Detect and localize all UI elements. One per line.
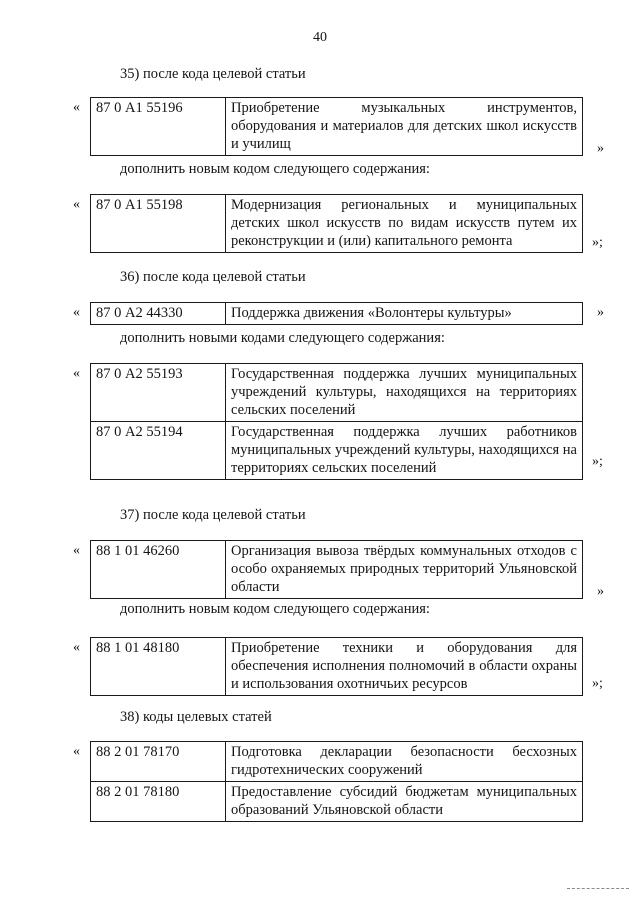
code-cell: 87 0 А2 44330 bbox=[91, 303, 226, 325]
item-35-tail: дополнить новым кодом следующего содержания: bbox=[120, 161, 430, 177]
code-table-35 bbox=[90, 97, 583, 156]
close-quote: »; bbox=[592, 676, 603, 691]
close-quote: » bbox=[597, 141, 604, 156]
code-cell: 87 0 А2 55193 bbox=[91, 364, 226, 422]
table-row bbox=[91, 638, 583, 696]
scan-edge-mark bbox=[567, 888, 629, 889]
open-quote: « bbox=[73, 744, 80, 759]
table-row bbox=[91, 195, 583, 253]
item-37-tail: дополнить новым кодом следующего содержания: bbox=[120, 601, 430, 617]
code-table-38 bbox=[90, 741, 583, 822]
code-cell: 88 1 01 48180 bbox=[91, 638, 226, 696]
name-cell: Предоставление субсидий бюджетам муниципальных образований Ульяновской области bbox=[226, 782, 583, 822]
code-cell: 87 0 А2 55194 bbox=[91, 422, 226, 480]
code-table-37 bbox=[90, 540, 583, 599]
item-38-heading: 38) коды целевых статей bbox=[120, 709, 272, 725]
name-cell: Государственная поддержка лучших работников муниципальных учреждений культуры, находящихся на территориях сельских поселений bbox=[226, 422, 583, 480]
name-cell: Поддержка движения «Волонтеры культуры» bbox=[226, 303, 583, 325]
code-table-35-new bbox=[90, 194, 583, 253]
code-table-36 bbox=[90, 302, 583, 325]
table-row bbox=[91, 541, 583, 599]
close-quote: » bbox=[597, 584, 604, 599]
code-table-37-new bbox=[90, 637, 583, 696]
item-37-heading: 37) после кода целевой статьи bbox=[120, 507, 306, 523]
item-35-heading: 35) после кода целевой статьи bbox=[120, 66, 306, 82]
table-row bbox=[91, 422, 583, 480]
code-cell: 88 2 01 78170 bbox=[91, 742, 226, 782]
name-cell: Приобретение музыкальных инструментов, оборудования и материалов для детских школ искусств и училищ bbox=[226, 98, 583, 156]
open-quote: « bbox=[73, 305, 80, 320]
name-cell: Приобретение техники и оборудования для обеспечения исполнения полномочий в области охраны и использования охотничьих ресурсов bbox=[226, 638, 583, 696]
open-quote: « bbox=[73, 543, 80, 558]
close-quote: »; bbox=[592, 454, 603, 469]
open-quote: « bbox=[73, 640, 80, 655]
code-table-36-new bbox=[90, 363, 583, 480]
item-36-heading: 36) после кода целевой статьи bbox=[120, 269, 306, 285]
table-row bbox=[91, 98, 583, 156]
name-cell: Государственная поддержка лучших муниципальных учреждений культуры, находящихся на территориях сельских поселений bbox=[226, 364, 583, 422]
table-row bbox=[91, 303, 583, 325]
open-quote: « bbox=[73, 197, 80, 212]
name-cell: Организация вывоза твёрдых коммунальных отходов с особо охраняемых природных территорий Ульяновской области bbox=[226, 541, 583, 599]
close-quote: » bbox=[597, 305, 604, 320]
code-cell: 87 0 А1 55196 bbox=[91, 98, 226, 156]
code-cell: 88 2 01 78180 bbox=[91, 782, 226, 822]
code-cell: 87 0 А1 55198 bbox=[91, 195, 226, 253]
name-cell: Модернизация региональных и муниципальных детских школ искусств по видам искусств путем их реконструкции и (или) капитального ремонта bbox=[226, 195, 583, 253]
open-quote: « bbox=[73, 100, 80, 115]
page-number: 40 bbox=[313, 30, 327, 45]
table-row bbox=[91, 742, 583, 782]
code-cell: 88 1 01 46260 bbox=[91, 541, 226, 599]
table-row bbox=[91, 782, 583, 822]
name-cell: Подготовка декларации безопасности бесхозных гидротехнических сооружений bbox=[226, 742, 583, 782]
table-row bbox=[91, 364, 583, 422]
close-quote: »; bbox=[592, 235, 603, 250]
item-36-tail: дополнить новыми кодами следующего содержания: bbox=[120, 330, 445, 346]
open-quote: « bbox=[73, 366, 80, 381]
